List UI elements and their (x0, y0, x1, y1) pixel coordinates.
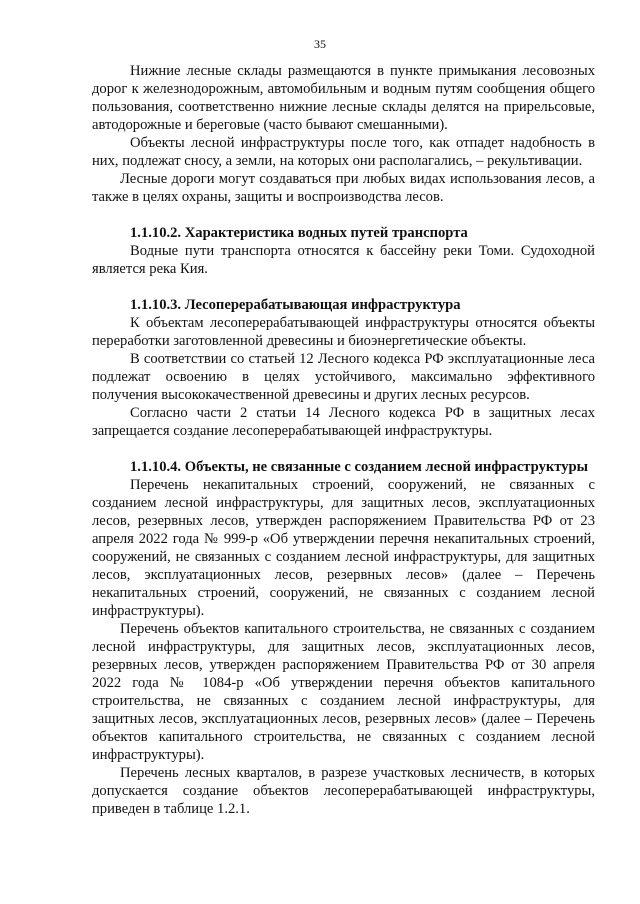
spacer (92, 206, 595, 224)
paragraph-article-12: В соответствии со статьей 12 Лесного кодекса РФ эксплуатационные леса подлежат освоению в целях устойчивого, максимально эффективного получения высококачественной древесины и других лесных ресурсов. (92, 351, 595, 403)
paragraph-lower-warehouses: Нижние лесные склады размещаются в пункте примыкания лесовозных дорог к железнодорожным, автомобильным и водным путям сообщения общего пользования, соответственно нижние лесные склады делятся на прирельсовые, автодорожные и береговые (часто бывают смешанными). (92, 63, 595, 133)
paragraph-article-14: Согласно части 2 статьи 14 Лесного кодекса РФ в защитных лесах запрещается создание лесоперерабатывающей инфраструктуры. (92, 405, 595, 439)
section-heading-processing-infrastructure: 1.1.10.3. Лесоперерабатывающая инфраструктура (130, 297, 461, 313)
paragraph-capital-construction: Перечень объектов капитального строительства, не связанных с созданием лесной инфраструктуры, для защитных лесов, эксплуатационных лесов, резервных лесов, утвержден распоряжением Правительства РФ от 30 апреля 2022 года № 1084-р «Об утверждении перечня объектов капитального строительства, не связанных с созданием лесной инфраструктуры, для защитных лесов, эксплуатационных лесов, резервных лесов» (далее – Перечень объектов капитального строительства, не связанных с созданием лесной инфраструктуры). (92, 621, 595, 763)
spacer (92, 278, 595, 296)
paragraph-noncapital-structures: Перечень некапитальных строений, сооружений, не связанных с созданием лесной инфраструктуры, для защитных лесов, эксплуатационных лесов, резервных лесов, утвержден распоряжением Правительства РФ от 23 апреля 2022 года № 999-р «Об утверждении перечня некапитальных строений, сооружений, не связанных с созданием лесной инфраструктуры, для защитных лесов, эксплуатационных лесов, резервных лесов» (далее – Перечень некапитальных строений, сооружений, не связанных с созданием лесной инфраструктуры). (92, 477, 595, 619)
page-number: 35 (314, 37, 326, 51)
paragraph-waterways: Водные пути транспорта относятся к бассейну реки Томи. Судоходной является река Кия. (92, 243, 595, 277)
section-heading-waterways: 1.1.10.2. Характеристика водных путей транспорта (130, 225, 468, 241)
section-heading-unrelated-objects: 1.1.10.4. Объекты, не связанные с созданием лесной инфраструктуры (130, 459, 589, 475)
spacer (92, 440, 595, 458)
paragraph-forest-quarters: Перечень лесных кварталов, в разрезе участковых лесничеств, в которых допускается создание объектов лесоперерабатывающей инфраструктуры, приведен в таблице 1.2.1. (92, 765, 595, 817)
paragraph-processing-objects: К объектам лесоперерабатывающей инфраструктуры относятся объекты переработки заготовленной древесины и биоэнергетические объекты. (92, 315, 595, 349)
document-body (92, 62, 595, 818)
paragraph-infrastructure-demolition: Объекты лесной инфраструктуры после того, как отпадет надобность в них, подлежат сносу, а земли, на которых они располагались, – рекультивации. (92, 135, 595, 169)
paragraph-forest-roads: Лесные дороги могут создаваться при любых видах использования лесов, а также в целях охраны, защиты и воспроизводства лесов. (92, 171, 595, 205)
